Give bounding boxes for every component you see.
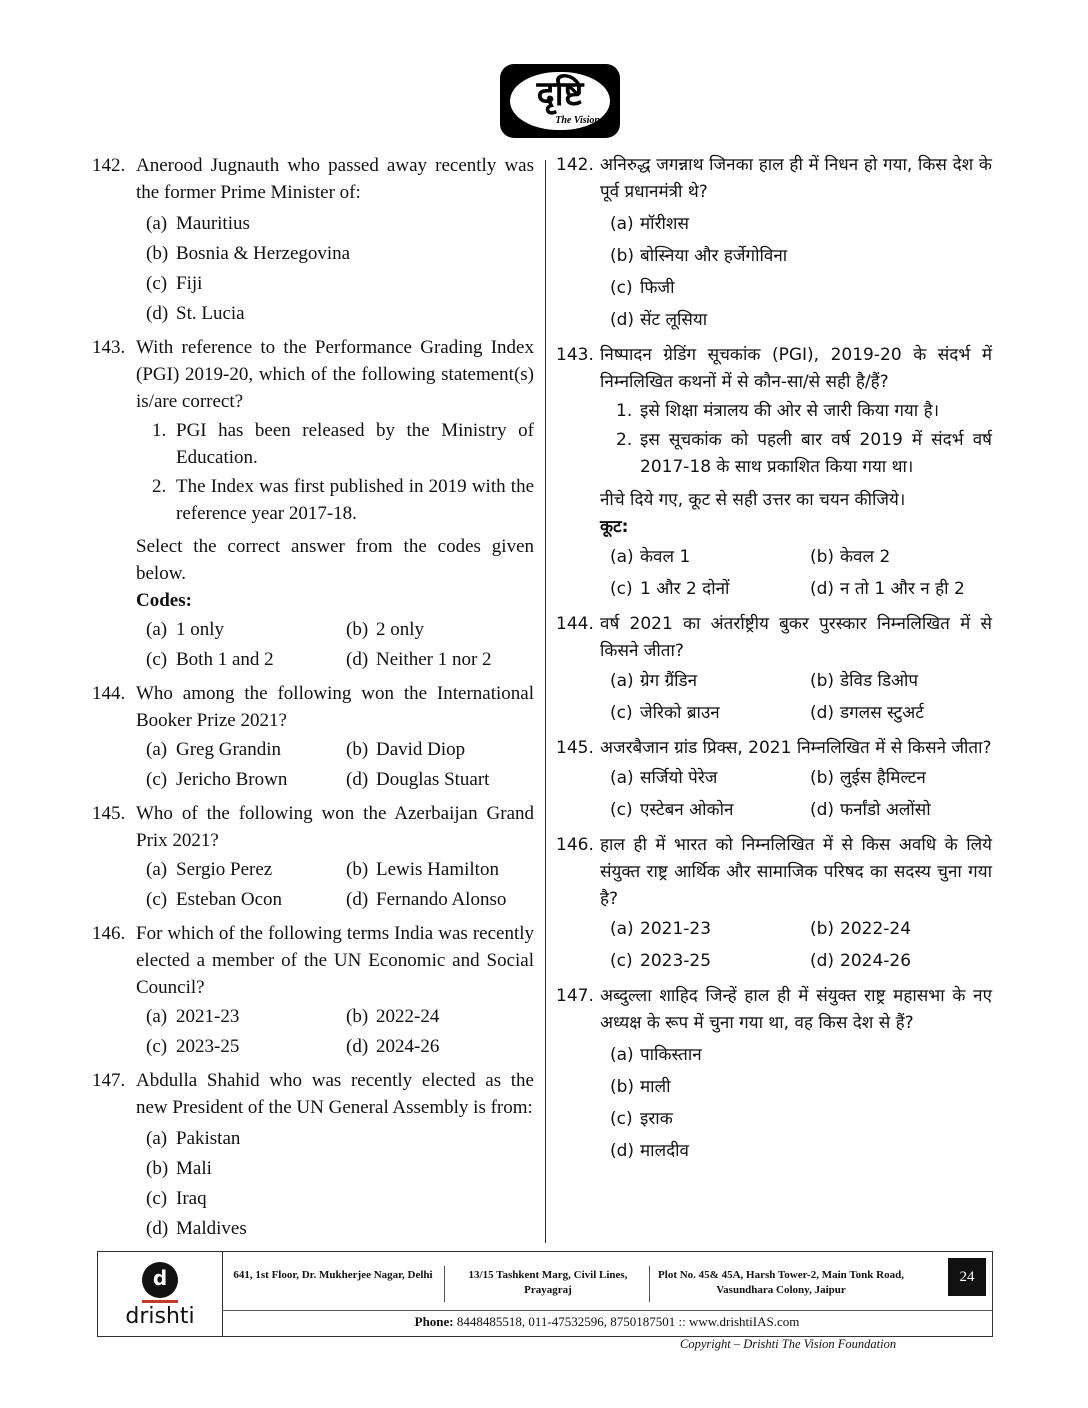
option-label: (b) bbox=[346, 858, 369, 880]
options bbox=[600, 913, 992, 977]
option-label: (a) bbox=[610, 213, 634, 234]
instruction: Select the correct answer from the codes given below. bbox=[136, 536, 534, 584]
option-text: 1 और 2 दोनों bbox=[640, 578, 730, 599]
question-text: Anerood Jugnauth who passed away recently was the former Prime Minister of: bbox=[136, 155, 534, 203]
option-c bbox=[610, 573, 810, 605]
option-text: केवल 2 bbox=[840, 546, 891, 567]
option-a bbox=[146, 854, 346, 884]
drishti-header-logo bbox=[500, 64, 620, 138]
question-number: 142. bbox=[92, 155, 126, 176]
options bbox=[600, 665, 992, 729]
option-label: (c) bbox=[610, 578, 633, 599]
option-label: (b) bbox=[810, 546, 835, 567]
options bbox=[136, 734, 534, 794]
option-d bbox=[346, 1031, 546, 1061]
option-text: Douglas Stuart bbox=[376, 768, 490, 790]
option-text: Maldives bbox=[176, 1217, 247, 1239]
option-text: 2023-25 bbox=[176, 1035, 240, 1057]
column-divider bbox=[545, 160, 546, 1243]
option-text: Fiji bbox=[176, 272, 203, 294]
question-142 bbox=[556, 152, 992, 336]
option-label: (d) bbox=[610, 1140, 635, 1161]
option-label: (b) bbox=[610, 1076, 635, 1097]
option-label: (d) bbox=[346, 888, 369, 910]
option-label: (a) bbox=[610, 546, 634, 567]
option-c bbox=[610, 794, 810, 826]
option-a bbox=[610, 762, 810, 794]
option-label: (b) bbox=[810, 918, 835, 939]
option-text: 2024-26 bbox=[840, 950, 912, 971]
option-a bbox=[610, 913, 810, 945]
statement-1 bbox=[600, 398, 992, 425]
option-text: 2 only bbox=[376, 618, 425, 640]
option-b bbox=[810, 665, 1010, 697]
option-label: (a) bbox=[610, 670, 634, 691]
hindi-column bbox=[556, 152, 992, 1167]
codes-label: कूट: bbox=[600, 517, 629, 537]
question-147 bbox=[556, 983, 992, 1167]
option-c bbox=[146, 884, 346, 914]
statement-number: 1. bbox=[152, 420, 167, 441]
option-text: एस्टेबन ओकोन bbox=[640, 799, 734, 820]
option-label: (c) bbox=[146, 1035, 168, 1057]
option-text: लुईस हैमिल्टन bbox=[840, 767, 926, 788]
question-144 bbox=[92, 680, 534, 794]
option-text: बोस्निया और हर्जेगोविना bbox=[640, 245, 788, 266]
option-text: पाकिस्तान bbox=[640, 1044, 702, 1065]
option-text: Esteban Ocon bbox=[176, 888, 283, 910]
option-d bbox=[136, 1213, 534, 1243]
option-label: (d) bbox=[810, 702, 835, 723]
option-text: सेंट लूसिया bbox=[640, 309, 708, 330]
codes-label: Codes: bbox=[136, 590, 192, 611]
question-number: 147. bbox=[92, 1070, 126, 1091]
option-label: (c) bbox=[146, 1187, 168, 1209]
question-number: 143. bbox=[556, 345, 594, 365]
option-b bbox=[810, 541, 1010, 573]
option-label: (b) bbox=[810, 670, 835, 691]
option-a bbox=[146, 614, 346, 644]
option-text: सर्जियो पेरेज bbox=[640, 767, 718, 788]
option-text: 1 only bbox=[176, 618, 225, 640]
option-a bbox=[600, 1039, 992, 1071]
option-label: (a) bbox=[146, 618, 168, 640]
option-label: (b) bbox=[810, 767, 835, 788]
option-d bbox=[136, 298, 534, 328]
options bbox=[136, 854, 534, 914]
page-number: 24 bbox=[948, 1258, 986, 1296]
question-text: For which of the following terms India was recently elected a member of the UN Economic and Social Council? bbox=[136, 923, 534, 998]
option-c bbox=[610, 945, 810, 977]
option-label: (c) bbox=[610, 702, 633, 723]
question-number: 146. bbox=[92, 923, 126, 944]
option-text: Fernando Alonso bbox=[376, 888, 507, 910]
question-text: अजरबैजान ग्रांड प्रिक्स, 2021 निम्नलिखित में से किसने जीता? bbox=[600, 738, 992, 758]
options bbox=[600, 1039, 992, 1167]
option-text: डगलस स्टुअर्ट bbox=[840, 702, 924, 723]
option-label: (b) bbox=[146, 242, 169, 264]
question-142 bbox=[92, 152, 534, 328]
address-prayagraj: 13/15 Tashkent Marg, Civil Lines, Prayagraj bbox=[468, 1269, 628, 1296]
option-text: 2022-24 bbox=[840, 918, 912, 939]
question-number: 145. bbox=[556, 738, 594, 758]
question-number: 142. bbox=[556, 155, 594, 175]
option-text: St. Lucia bbox=[176, 302, 245, 324]
option-d bbox=[810, 945, 1010, 977]
option-c bbox=[610, 697, 810, 729]
statement-text: इसे शिक्षा मंत्रालय की ओर से जारी किया गया है। bbox=[640, 401, 940, 421]
option-text: 2023-25 bbox=[640, 950, 712, 971]
statement-number: 2. bbox=[152, 476, 167, 497]
option-text: Both 1 and 2 bbox=[176, 648, 274, 670]
options bbox=[136, 1001, 534, 1061]
footer-logo-letter: d bbox=[152, 1266, 168, 1290]
option-text: Jericho Brown bbox=[176, 768, 288, 790]
option-d bbox=[810, 794, 1010, 826]
question-text: Abdulla Shahid who was recently elected as the new President of the UN General Assembly is from: bbox=[136, 1070, 534, 1118]
option-label: (a) bbox=[610, 918, 634, 939]
option-label: (a) bbox=[146, 1005, 168, 1027]
option-b bbox=[346, 614, 546, 644]
option-text: 2024-26 bbox=[376, 1035, 440, 1057]
option-a bbox=[610, 665, 810, 697]
option-label: (d) bbox=[346, 1035, 369, 1057]
option-text: Bosnia & Herzegovina bbox=[176, 242, 351, 264]
option-label: (d) bbox=[346, 648, 369, 670]
footer-phone bbox=[222, 1314, 992, 1330]
address-delhi: 641, 1st Floor, Dr. Mukherjee Nagar, Delhi bbox=[233, 1269, 433, 1281]
question-number: 143. bbox=[92, 337, 126, 358]
option-text: फिजी bbox=[640, 277, 675, 298]
option-label: (d) bbox=[610, 309, 635, 330]
option-label: (c) bbox=[146, 648, 168, 670]
option-d bbox=[346, 884, 546, 914]
option-a bbox=[600, 208, 992, 240]
option-text: जेरिको ब्राउन bbox=[640, 702, 720, 723]
option-label: (d) bbox=[810, 950, 835, 971]
statement-2 bbox=[136, 473, 534, 527]
question-146 bbox=[556, 832, 992, 977]
option-text: Neither 1 nor 2 bbox=[376, 648, 492, 670]
options bbox=[600, 208, 992, 336]
option-text: Lewis Hamilton bbox=[376, 858, 499, 880]
option-c bbox=[600, 1103, 992, 1135]
option-b bbox=[810, 762, 1010, 794]
options bbox=[600, 541, 992, 605]
question-text: वर्ष 2021 का अंतर्राष्ट्रीय बुकर पुरस्कार निम्नलिखित में से किसने जीता? bbox=[600, 614, 992, 661]
question-text: अब्दुल्ला शाहिद जिन्हें हाल ही में संयुक्त राष्ट्र महासभा के नए अध्यक्ष के रूप में चुना गया था, वह किस देश से हैं? bbox=[600, 986, 992, 1033]
option-label: (d) bbox=[346, 768, 369, 790]
option-text: 2022-24 bbox=[376, 1005, 440, 1027]
option-d bbox=[346, 764, 546, 794]
question-143 bbox=[556, 342, 992, 605]
options bbox=[600, 762, 992, 826]
option-a bbox=[136, 1123, 534, 1153]
options bbox=[136, 1123, 534, 1243]
address-jaipur: Plot No. 45& 45A, Harsh Tower-2, Main Tonk Road, Vasundhara Colony, Jaipur bbox=[658, 1269, 904, 1296]
option-b bbox=[600, 240, 992, 272]
option-c bbox=[146, 644, 346, 674]
question-text: With reference to the Performance Grading Index (PGI) 2019-20, which of the following statement(s) is/are correct? bbox=[136, 337, 534, 412]
option-label: (d) bbox=[146, 302, 169, 324]
option-label: (d) bbox=[146, 1217, 169, 1239]
option-d bbox=[600, 1135, 992, 1167]
logo-tagline: The Vision bbox=[555, 115, 600, 126]
option-label: (a) bbox=[146, 738, 168, 760]
option-b bbox=[136, 238, 534, 268]
option-b bbox=[600, 1071, 992, 1103]
option-text: Greg Grandin bbox=[176, 738, 281, 760]
footer-logo-word: drishti bbox=[125, 1304, 195, 1329]
option-text: 2021-23 bbox=[640, 918, 712, 939]
phone-text: 8448485518, 011-47532596, 8750187501 :: www.drishtiIAS.com bbox=[456, 1314, 800, 1329]
option-d bbox=[600, 304, 992, 336]
option-label: (a) bbox=[146, 212, 168, 234]
option-label: (a) bbox=[610, 767, 634, 788]
option-a bbox=[136, 208, 534, 238]
option-text: इराक bbox=[640, 1108, 673, 1129]
option-c bbox=[146, 1031, 346, 1061]
statement-text: The Index was first published in 2019 with the reference year 2017-18. bbox=[176, 476, 534, 524]
options bbox=[136, 208, 534, 328]
option-label: (a) bbox=[146, 858, 168, 880]
option-label: (a) bbox=[146, 1127, 168, 1149]
option-text: फर्नांडो अलोंसो bbox=[840, 799, 931, 820]
option-label: (c) bbox=[146, 768, 168, 790]
option-text: Sergio Perez bbox=[176, 858, 273, 880]
option-c bbox=[600, 272, 992, 304]
option-b bbox=[346, 1001, 546, 1031]
phone-label: Phone: bbox=[414, 1314, 454, 1329]
question-145 bbox=[556, 735, 992, 826]
option-d bbox=[810, 573, 1010, 605]
option-label: (b) bbox=[346, 738, 369, 760]
option-label: (c) bbox=[610, 277, 633, 298]
option-c bbox=[136, 1183, 534, 1213]
question-143 bbox=[92, 334, 534, 674]
option-text: David Diop bbox=[376, 738, 466, 760]
option-b bbox=[136, 1153, 534, 1183]
option-label: (b) bbox=[346, 618, 369, 640]
option-text: मालदीव bbox=[640, 1140, 689, 1161]
question-number: 145. bbox=[92, 803, 126, 824]
option-label: (b) bbox=[146, 1157, 169, 1179]
statement-1 bbox=[136, 417, 534, 471]
option-text: माली bbox=[640, 1076, 671, 1097]
question-number: 147. bbox=[556, 986, 594, 1006]
statement-number: 1. bbox=[616, 401, 633, 421]
option-text: डेविड डिओप bbox=[840, 670, 918, 691]
option-text: 2021-23 bbox=[176, 1005, 240, 1027]
footer-logo bbox=[98, 1252, 223, 1336]
logo-text: दृष्टि bbox=[536, 74, 584, 114]
option-a bbox=[610, 541, 810, 573]
statement-text: PGI has been released by the Ministry of Education. bbox=[176, 420, 534, 468]
option-a bbox=[146, 734, 346, 764]
option-label: (c) bbox=[610, 799, 633, 820]
question-147 bbox=[92, 1067, 534, 1243]
option-a bbox=[146, 1001, 346, 1031]
option-d bbox=[810, 697, 1010, 729]
option-label: (c) bbox=[146, 888, 168, 910]
footer bbox=[97, 1251, 993, 1337]
statement-number: 2. bbox=[616, 430, 633, 450]
statement-text: इस सूचकांक को पहली बार वर्ष 2019 में संदर्भ वर्ष 2017-18 के साथ प्रकाशित किया गया था। bbox=[640, 430, 992, 477]
option-label: (c) bbox=[610, 950, 633, 971]
option-text: Iraq bbox=[176, 1187, 207, 1209]
question-144 bbox=[556, 611, 992, 729]
question-145 bbox=[92, 800, 534, 914]
question-number: 146. bbox=[556, 835, 594, 855]
option-c bbox=[136, 268, 534, 298]
option-label: (a) bbox=[610, 1044, 634, 1065]
question-text: हाल ही में भारत को निम्नलिखित में से किस अवधि के लिये संयुक्त राष्ट्र आर्थिक और सामाजिक परिषद का सदस्य चुना गया है? bbox=[600, 835, 992, 909]
question-146 bbox=[92, 920, 534, 1061]
english-column bbox=[92, 152, 534, 1243]
option-d bbox=[346, 644, 546, 674]
option-text: न तो 1 और न ही 2 bbox=[840, 578, 965, 599]
option-label: (c) bbox=[146, 272, 168, 294]
option-label: (b) bbox=[610, 245, 635, 266]
options bbox=[136, 614, 534, 674]
option-label: (d) bbox=[810, 799, 835, 820]
option-b bbox=[810, 913, 1010, 945]
question-text: अनिरुद्ध जगन्नाथ जिनका हाल ही में निधन हो गया, किस देश के पूर्व प्रधानमंत्री थे? bbox=[600, 155, 992, 202]
option-text: Mali bbox=[176, 1157, 212, 1179]
option-text: केवल 1 bbox=[640, 546, 691, 567]
option-text: Mauritius bbox=[176, 212, 250, 234]
option-text: Pakistan bbox=[176, 1127, 241, 1149]
question-number: 144. bbox=[556, 614, 594, 634]
question-text: Who of the following won the Azerbaijan Grand Prix 2021? bbox=[136, 803, 534, 851]
option-text: मॉरीशस bbox=[640, 213, 689, 234]
option-c bbox=[146, 764, 346, 794]
question-text: निष्पादन ग्रेडिंग सूचकांक (PGI), 2019-20 के संदर्भ में निम्नलिखित कथनों में से कौन-सा/से सही है/हैं? bbox=[600, 345, 992, 392]
statement-2 bbox=[600, 427, 992, 481]
option-label: (d) bbox=[810, 578, 835, 599]
instruction: नीचे दिये गए, कूट से सही उत्तर का चयन कीजिये। bbox=[600, 490, 906, 510]
option-label: (c) bbox=[610, 1108, 633, 1129]
question-number: 144. bbox=[92, 683, 126, 704]
option-label: (b) bbox=[346, 1005, 369, 1027]
option-text: ग्रेग ग्रैंडिन bbox=[640, 670, 698, 691]
option-b bbox=[346, 734, 546, 764]
copyright: Copyright – Drishti The Vision Foundation bbox=[680, 1337, 897, 1351]
question-text: Who among the following won the International Booker Prize 2021? bbox=[136, 683, 534, 731]
option-b bbox=[346, 854, 546, 884]
